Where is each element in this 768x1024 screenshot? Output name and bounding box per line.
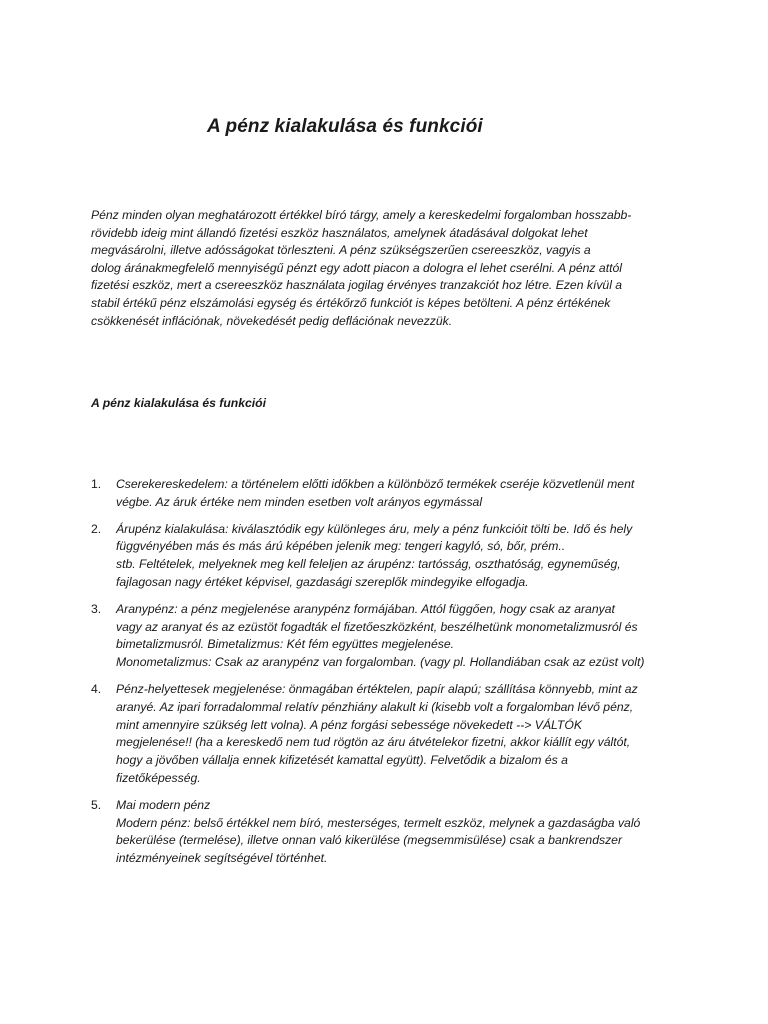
list-number: 2.: [91, 521, 102, 536]
intro-line: Pénz minden olyan meghatározott értékkel bíró tárgy, amely a kereskedelmi forgalomban hosszabb-: [91, 208, 632, 222]
list-number: 4.: [91, 681, 102, 696]
list-item: [91, 797, 681, 868]
list-item-line: fajlagosan nagy értéket képvisel, gazdasági szereplők mindegyike elfogadja.: [116, 574, 529, 589]
list-item-line: Aranypénz: a pénz megjelenése aranypénz formájában. Attól függően, hogy csak az aranyat: [116, 601, 615, 616]
intro-line: stabil értékű pénz elszámolási egység és értékőrző funkciót is képes betölteni. A pénz értékének: [91, 295, 611, 310]
list-number: 3.: [91, 601, 102, 616]
list-number: 1.: [91, 477, 102, 491]
list-item: [91, 601, 681, 672]
list-item-line: Pénz-helyettesek megjelenése: önmagában értéktelen, papír alapú; szállítása könnyebb, mint az: [116, 681, 638, 696]
numbered-list: [91, 476, 681, 877]
list-item: [91, 681, 681, 788]
list-item-line: Mai modern pénz: [116, 797, 211, 812]
list-item-line: végbe. Az áruk értéke nem minden esetben volt arányos egymással: [116, 494, 483, 509]
list-item-line: Cserekereskedelem: a történelem előtti időkben a különböző termékek cseréje közvetlenül ment: [116, 477, 635, 491]
list-item-line: aranyé. Az ipari forradalommal relatív pénzhiány alakult ki (kisebb volt a forgalomban lévő pénz,: [116, 699, 634, 714]
intro-line: dolog áránakmegfelelő mennyiségű pénzt egy adott piacon a dologra el lehet cserélni. A pénz attól: [91, 260, 622, 275]
list-item-line: bekerülése (termelése), illetve onnan való kikerülése (megsemmisülése) csak a bankrendszer: [116, 833, 623, 848]
list-item-line: vagy az aranyat és az ezüstöt fogadták el fizetőeszközként, beszélhetünk monometalizmusról és: [116, 619, 638, 634]
list-item-line: Monometalizmus: Csak az aranypénz van forgalomban. (vagy pl. Hollandiában csak az ezüst volt): [116, 655, 645, 670]
intro-line: rövidebb ideig mint állandó fizetési eszköz használatos, amelynek átadásával dolgokat lehet: [91, 225, 588, 240]
list-item-line: fizetőképesség.: [116, 770, 201, 785]
list-item-line: megjelenése!! (ha a kereskedő nem tud rögtön az áru átvételekor fizetni, akkor kiállít egy váltót,: [116, 735, 631, 750]
intro-paragraph: [91, 207, 681, 330]
list-item-line: függvényében más és más árú képében jelenik meg: tengeri kagyló, só, bőr, prém..: [116, 539, 566, 554]
intro-line: fizetési eszköz, mert a csereeszköz használata jogilag érvényes tranzakciót hoz létre. Ezen kívül a: [91, 278, 623, 293]
list-item: [91, 521, 681, 592]
section-heading: A pénz kialakulása és funkciói: [91, 396, 266, 410]
page-title: A pénz kialakulása és funkciói: [207, 116, 483, 137]
list-item-line: hogy a jövőben vállalja ennek kifizetését kamattal együtt). Felvetődik a bizalom és a: [116, 753, 568, 768]
list-item-line: stb. Feltételek, melyeknek meg kell feleljen az árupénz: tartósság, oszthatóság, egyneműség,: [116, 557, 621, 572]
list-item-line: Árupénz kialakulása: kiválasztódik egy különleges áru, mely a pénz funkcióit tölti be. Idő és hely: [116, 521, 633, 536]
intro-line: megvásárolni, illetve adósságokat törleszteni. A pénz szükségszerűen csereeszköz, vagyis a: [91, 243, 591, 258]
intro-line: csökkenését inflációnak, növekedését pedig deflációnak nevezzük.: [91, 313, 453, 328]
list-item: [91, 476, 681, 512]
list-item-line: Modern pénz: belső értékkel nem bíró, mesterséges, termelt eszköz, melynek a gazdaságba való: [116, 815, 641, 830]
list-number: 5.: [91, 797, 102, 812]
list-item-line: mint amennyire szükség lett volna). A pénz forgási sebessége növekedett --> VÁLTÓK: [116, 717, 582, 732]
list-item-line: intézményeinek segítségével történhet.: [116, 851, 328, 866]
list-item-line: bimetalizmusról. Bimetalizmus: Két fém együttes megjelenése.: [116, 637, 455, 652]
